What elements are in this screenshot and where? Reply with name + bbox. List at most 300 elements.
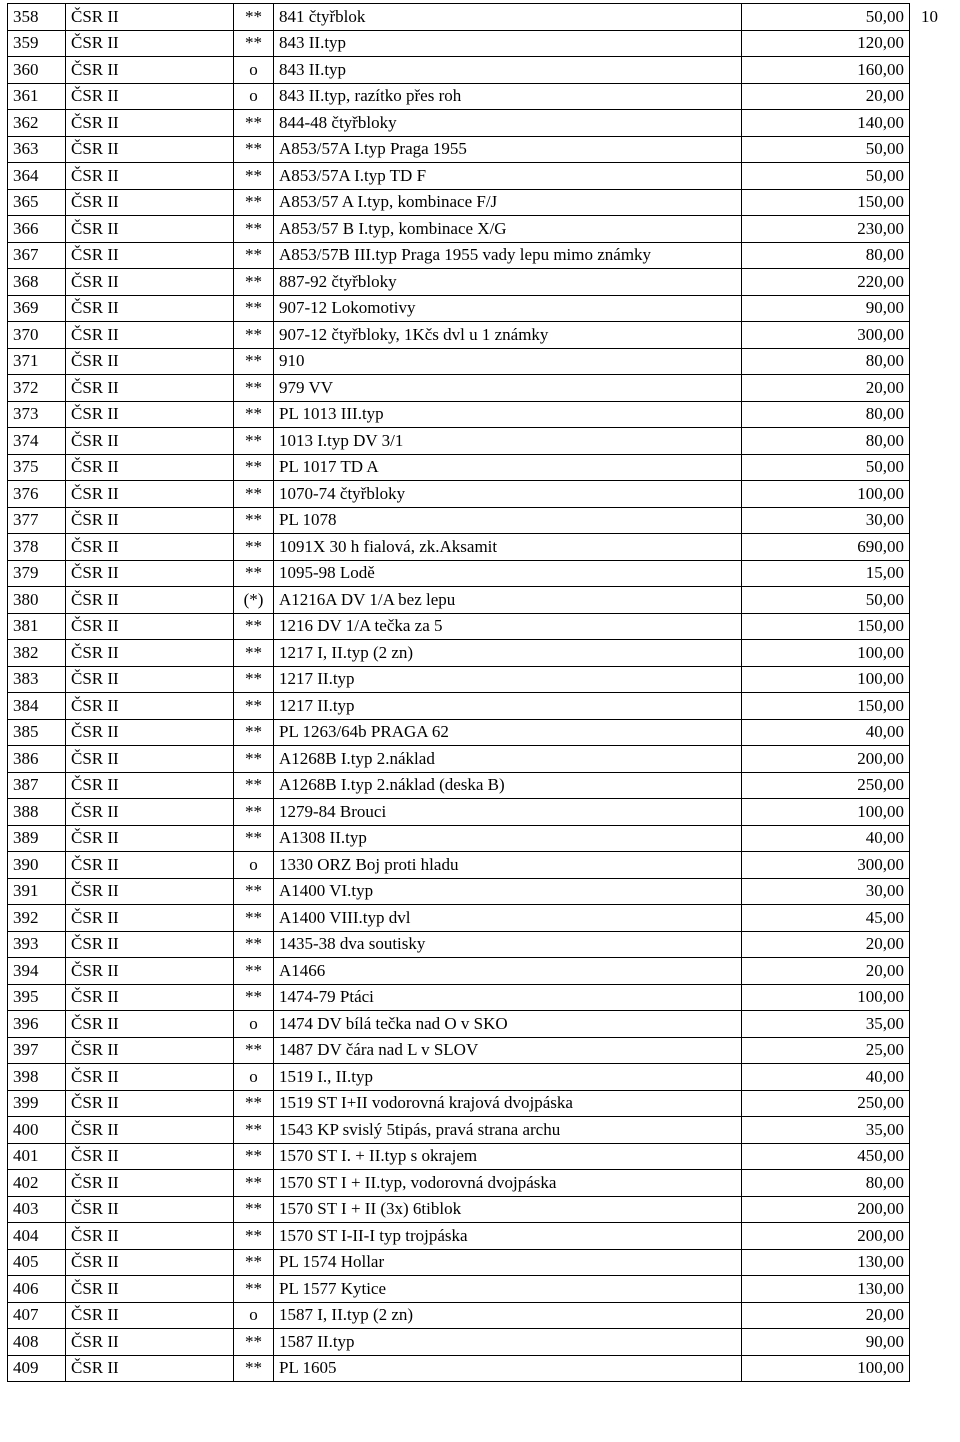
condition-cell: o	[234, 83, 274, 110]
table-row	[8, 1037, 910, 1064]
price-cell: 30,00	[742, 507, 910, 534]
lot-number-cell: 384	[8, 693, 66, 720]
lot-number-cell: 380	[8, 587, 66, 614]
lot-number-cell: 383	[8, 666, 66, 693]
country-cell: ČSR II	[66, 1302, 234, 1329]
description-cell: A1216A DV 1/A bez lepu	[274, 587, 742, 614]
table-row	[8, 401, 910, 428]
price-cell: 200,00	[742, 1196, 910, 1223]
country-cell: ČSR II	[66, 640, 234, 667]
country-cell: ČSR II	[66, 1117, 234, 1144]
description-cell: 907-12 čtyřbloky, 1Kčs dvl u 1 známky	[274, 322, 742, 349]
lot-number-cell: 390	[8, 852, 66, 879]
description-cell: 1519 I., II.typ	[274, 1064, 742, 1091]
country-cell: ČSR II	[66, 242, 234, 269]
price-cell: 150,00	[742, 613, 910, 640]
country-cell: ČSR II	[66, 1011, 234, 1038]
description-cell: 1570 ST I + II.typ, vodorovná dvojpáska	[274, 1170, 742, 1197]
description-cell: PL 1017 TD A	[274, 454, 742, 481]
table-row	[8, 30, 910, 57]
lot-number-cell: 370	[8, 322, 66, 349]
condition-cell: **	[234, 560, 274, 587]
price-cell: 20,00	[742, 375, 910, 402]
description-cell: 1217 I, II.typ (2 zn)	[274, 640, 742, 667]
lot-number-cell: 374	[8, 428, 66, 455]
lot-number-cell: 358	[8, 4, 66, 31]
table-row	[8, 746, 910, 773]
price-cell: 200,00	[742, 746, 910, 773]
country-cell: ČSR II	[66, 799, 234, 826]
lot-number-cell: 366	[8, 216, 66, 243]
table-row	[8, 772, 910, 799]
country-cell: ČSR II	[66, 163, 234, 190]
condition-cell: **	[234, 984, 274, 1011]
lot-number-cell: 397	[8, 1037, 66, 1064]
country-cell: ČSR II	[66, 189, 234, 216]
condition-cell: **	[234, 401, 274, 428]
price-cell: 250,00	[742, 772, 910, 799]
country-cell: ČSR II	[66, 1355, 234, 1382]
price-cell: 150,00	[742, 189, 910, 216]
price-cell: 160,00	[742, 57, 910, 84]
lot-number-cell: 362	[8, 110, 66, 137]
price-cell: 90,00	[742, 1329, 910, 1356]
price-cell: 20,00	[742, 958, 910, 985]
price-cell: 50,00	[742, 587, 910, 614]
price-cell: 200,00	[742, 1223, 910, 1250]
table-row	[8, 1249, 910, 1276]
lot-number-cell: 378	[8, 534, 66, 561]
lot-number-cell: 372	[8, 375, 66, 402]
price-cell: 230,00	[742, 216, 910, 243]
country-cell: ČSR II	[66, 1143, 234, 1170]
price-cell: 220,00	[742, 269, 910, 296]
country-cell: ČSR II	[66, 905, 234, 932]
lot-number-cell: 404	[8, 1223, 66, 1250]
price-cell: 35,00	[742, 1117, 910, 1144]
lot-number-cell: 368	[8, 269, 66, 296]
condition-cell: **	[234, 375, 274, 402]
description-cell: 1587 II.typ	[274, 1329, 742, 1356]
lot-number-cell: 392	[8, 905, 66, 932]
condition-cell: **	[234, 1143, 274, 1170]
condition-cell: o	[234, 1011, 274, 1038]
country-cell: ČSR II	[66, 216, 234, 243]
country-cell: ČSR II	[66, 1196, 234, 1223]
price-cell: 20,00	[742, 931, 910, 958]
table-row	[8, 825, 910, 852]
condition-cell: **	[234, 110, 274, 137]
country-cell: ČSR II	[66, 1276, 234, 1303]
table-row	[8, 322, 910, 349]
table-row	[8, 719, 910, 746]
country-cell: ČSR II	[66, 534, 234, 561]
description-cell: 1474-79 Ptáci	[274, 984, 742, 1011]
description-cell: 843 II.typ	[274, 57, 742, 84]
table-row	[8, 534, 910, 561]
condition-cell: o	[234, 1064, 274, 1091]
lot-number-cell: 388	[8, 799, 66, 826]
table-row	[8, 560, 910, 587]
price-cell: 40,00	[742, 1064, 910, 1091]
price-cell: 300,00	[742, 852, 910, 879]
country-cell: ČSR II	[66, 4, 234, 31]
lot-number-cell: 399	[8, 1090, 66, 1117]
description-cell: 1217 II.typ	[274, 693, 742, 720]
price-cell: 100,00	[742, 666, 910, 693]
table-row	[8, 216, 910, 243]
country-cell: ČSR II	[66, 958, 234, 985]
description-cell: 1570 ST I. + II.typ s okrajem	[274, 1143, 742, 1170]
price-cell: 30,00	[742, 878, 910, 905]
price-cell: 120,00	[742, 30, 910, 57]
table-row	[8, 507, 910, 534]
description-cell: A853/57 A I.typ, kombinace F/J	[274, 189, 742, 216]
condition-cell: **	[234, 640, 274, 667]
price-cell: 80,00	[742, 401, 910, 428]
description-cell: 1543 KP svislý 5tipás, pravá strana archu	[274, 1117, 742, 1144]
price-cell: 100,00	[742, 984, 910, 1011]
condition-cell: o	[234, 852, 274, 879]
country-cell: ČSR II	[66, 507, 234, 534]
country-cell: ČSR II	[66, 1329, 234, 1356]
table-row	[8, 1117, 910, 1144]
price-cell: 15,00	[742, 560, 910, 587]
lot-number-cell: 360	[8, 57, 66, 84]
lot-number-cell: 382	[8, 640, 66, 667]
description-cell: A1308 II.typ	[274, 825, 742, 852]
lot-table-body	[8, 4, 910, 1382]
lot-number-cell: 394	[8, 958, 66, 985]
condition-cell: **	[234, 428, 274, 455]
description-cell: A1268B I.typ 2.náklad (deska B)	[274, 772, 742, 799]
description-cell: PL 1013 III.typ	[274, 401, 742, 428]
country-cell: ČSR II	[66, 375, 234, 402]
price-cell: 80,00	[742, 428, 910, 455]
table-row	[8, 375, 910, 402]
lot-number-cell: 396	[8, 1011, 66, 1038]
table-row	[8, 481, 910, 508]
lot-number-cell: 398	[8, 1064, 66, 1091]
lot-number-cell: 363	[8, 136, 66, 163]
condition-cell: **	[234, 136, 274, 163]
lot-number-cell: 387	[8, 772, 66, 799]
country-cell: ČSR II	[66, 83, 234, 110]
price-cell: 300,00	[742, 322, 910, 349]
country-cell: ČSR II	[66, 1170, 234, 1197]
description-cell: 1330 ORZ Boj proti hladu	[274, 852, 742, 879]
condition-cell: **	[234, 1196, 274, 1223]
lot-number-cell: 385	[8, 719, 66, 746]
country-cell: ČSR II	[66, 984, 234, 1011]
price-cell: 100,00	[742, 1355, 910, 1382]
table-row	[8, 295, 910, 322]
description-cell: 1217 II.typ	[274, 666, 742, 693]
lot-number-cell: 403	[8, 1196, 66, 1223]
condition-cell: **	[234, 878, 274, 905]
table-row	[8, 1064, 910, 1091]
lot-number-cell: 381	[8, 613, 66, 640]
country-cell: ČSR II	[66, 322, 234, 349]
price-cell: 450,00	[742, 1143, 910, 1170]
lot-number-cell: 405	[8, 1249, 66, 1276]
table-row	[8, 269, 910, 296]
table-row	[8, 4, 910, 31]
price-cell: 40,00	[742, 825, 910, 852]
description-cell: PL 1574 Hollar	[274, 1249, 742, 1276]
country-cell: ČSR II	[66, 772, 234, 799]
price-cell: 45,00	[742, 905, 910, 932]
table-row	[8, 1355, 910, 1382]
country-cell: ČSR II	[66, 587, 234, 614]
lot-number-cell: 386	[8, 746, 66, 773]
table-row	[8, 931, 910, 958]
price-cell: 80,00	[742, 1170, 910, 1197]
table-row	[8, 1011, 910, 1038]
condition-cell: **	[234, 799, 274, 826]
description-cell: 1570 ST I-II-I typ trojpáska	[274, 1223, 742, 1250]
table-row	[8, 136, 910, 163]
price-cell: 100,00	[742, 640, 910, 667]
condition-cell: **	[234, 1329, 274, 1356]
country-cell: ČSR II	[66, 613, 234, 640]
price-cell: 150,00	[742, 693, 910, 720]
lot-number-cell: 369	[8, 295, 66, 322]
description-cell: 841 čtyřblok	[274, 4, 742, 31]
description-cell: 1474 DV bílá tečka nad O v SKO	[274, 1011, 742, 1038]
table-row	[8, 1223, 910, 1250]
condition-cell: o	[234, 1302, 274, 1329]
price-cell: 80,00	[742, 348, 910, 375]
auction-lot-table	[7, 3, 910, 1382]
table-row	[8, 852, 910, 879]
lot-number-cell: 373	[8, 401, 66, 428]
condition-cell: **	[234, 958, 274, 985]
condition-cell: **	[234, 322, 274, 349]
price-cell: 50,00	[742, 136, 910, 163]
condition-cell: **	[234, 1355, 274, 1382]
description-cell: 1279-84 Brouci	[274, 799, 742, 826]
country-cell: ČSR II	[66, 693, 234, 720]
condition-cell: **	[234, 454, 274, 481]
description-cell: 843 II.typ, razítko přes roh	[274, 83, 742, 110]
table-row	[8, 189, 910, 216]
condition-cell: **	[234, 242, 274, 269]
lot-number-cell: 367	[8, 242, 66, 269]
country-cell: ČSR II	[66, 295, 234, 322]
condition-cell: **	[234, 1037, 274, 1064]
country-cell: ČSR II	[66, 269, 234, 296]
price-cell: 90,00	[742, 295, 910, 322]
country-cell: ČSR II	[66, 1249, 234, 1276]
table-row	[8, 83, 910, 110]
lot-number-cell: 361	[8, 83, 66, 110]
lot-number-cell: 402	[8, 1170, 66, 1197]
table-row	[8, 242, 910, 269]
description-cell: 887-92 čtyřbloky	[274, 269, 742, 296]
country-cell: ČSR II	[66, 878, 234, 905]
price-cell: 50,00	[742, 163, 910, 190]
table-row	[8, 1302, 910, 1329]
price-cell: 25,00	[742, 1037, 910, 1064]
description-cell: 1587 I, II.typ (2 zn)	[274, 1302, 742, 1329]
lot-number-cell: 365	[8, 189, 66, 216]
page-number: 10	[921, 7, 938, 26]
lot-number-cell: 376	[8, 481, 66, 508]
country-cell: ČSR II	[66, 481, 234, 508]
table-row	[8, 1329, 910, 1356]
condition-cell: **	[234, 1223, 274, 1250]
description-cell: A1400 VI.typ	[274, 878, 742, 905]
country-cell: ČSR II	[66, 110, 234, 137]
condition-cell: **	[234, 825, 274, 852]
country-cell: ČSR II	[66, 348, 234, 375]
lot-number-cell: 379	[8, 560, 66, 587]
table-row	[8, 905, 910, 932]
description-cell: 910	[274, 348, 742, 375]
description-cell: 1091X 30 h fialová, zk.Aksamit	[274, 534, 742, 561]
country-cell: ČSR II	[66, 30, 234, 57]
lot-number-cell: 407	[8, 1302, 66, 1329]
price-cell: 100,00	[742, 481, 910, 508]
condition-cell: **	[234, 4, 274, 31]
lot-number-cell: 406	[8, 1276, 66, 1303]
description-cell: 1570 ST I + II (3x) 6tiblok	[274, 1196, 742, 1223]
lot-number-cell: 393	[8, 931, 66, 958]
description-cell: 907-12 Lokomotivy	[274, 295, 742, 322]
country-cell: ČSR II	[66, 57, 234, 84]
description-cell: PL 1577 Kytice	[274, 1276, 742, 1303]
condition-cell: **	[234, 1276, 274, 1303]
description-cell: PL 1263/64b PRAGA 62	[274, 719, 742, 746]
condition-cell: **	[234, 348, 274, 375]
lot-number-cell: 401	[8, 1143, 66, 1170]
lot-number-cell: 391	[8, 878, 66, 905]
price-cell: 130,00	[742, 1249, 910, 1276]
country-cell: ČSR II	[66, 454, 234, 481]
description-cell: A853/57B III.typ Praga 1955 vady lepu mimo známky	[274, 242, 742, 269]
description-cell: 1487 DV čára nad L v SLOV	[274, 1037, 742, 1064]
description-cell: 1013 I.typ DV 3/1	[274, 428, 742, 455]
table-row	[8, 110, 910, 137]
description-cell: A853/57 B I.typ, kombinace X/G	[274, 216, 742, 243]
price-cell: 100,00	[742, 799, 910, 826]
table-row	[8, 1143, 910, 1170]
description-cell: PL 1605	[274, 1355, 742, 1382]
condition-cell: o	[234, 57, 274, 84]
price-cell: 130,00	[742, 1276, 910, 1303]
table-row	[8, 587, 910, 614]
lot-number-cell: 364	[8, 163, 66, 190]
price-cell: 690,00	[742, 534, 910, 561]
condition-cell: **	[234, 30, 274, 57]
lot-number-cell: 375	[8, 454, 66, 481]
condition-cell: **	[234, 1117, 274, 1144]
table-row	[8, 693, 910, 720]
table-row	[8, 1170, 910, 1197]
description-cell: A853/57A I.typ TD F	[274, 163, 742, 190]
country-cell: ČSR II	[66, 1037, 234, 1064]
country-cell: ČSR II	[66, 428, 234, 455]
condition-cell: (*)	[234, 587, 274, 614]
price-cell: 80,00	[742, 242, 910, 269]
condition-cell: **	[234, 746, 274, 773]
country-cell: ČSR II	[66, 746, 234, 773]
description-cell: A1466	[274, 958, 742, 985]
country-cell: ČSR II	[66, 1223, 234, 1250]
table-row	[8, 428, 910, 455]
condition-cell: **	[234, 163, 274, 190]
price-cell: 140,00	[742, 110, 910, 137]
lot-number-cell: 377	[8, 507, 66, 534]
lot-number-cell: 359	[8, 30, 66, 57]
description-cell: A1268B I.typ 2.náklad	[274, 746, 742, 773]
condition-cell: **	[234, 481, 274, 508]
table-row	[8, 878, 910, 905]
condition-cell: **	[234, 1170, 274, 1197]
lot-number-cell: 395	[8, 984, 66, 1011]
table-row	[8, 666, 910, 693]
country-cell: ČSR II	[66, 1064, 234, 1091]
description-cell: 979 VV	[274, 375, 742, 402]
price-cell: 250,00	[742, 1090, 910, 1117]
description-cell: A853/57A I.typ Praga 1955	[274, 136, 742, 163]
description-cell: 1519 ST I+II vodorovná krajová dvojpáska	[274, 1090, 742, 1117]
table-row	[8, 163, 910, 190]
price-cell: 20,00	[742, 1302, 910, 1329]
description-cell: 1070-74 čtyřbloky	[274, 481, 742, 508]
table-row	[8, 613, 910, 640]
lot-number-cell: 389	[8, 825, 66, 852]
condition-cell: **	[234, 719, 274, 746]
country-cell: ČSR II	[66, 136, 234, 163]
table-row	[8, 1276, 910, 1303]
condition-cell: **	[234, 772, 274, 799]
price-cell: 35,00	[742, 1011, 910, 1038]
table-row	[8, 984, 910, 1011]
condition-cell: **	[234, 189, 274, 216]
condition-cell: **	[234, 613, 274, 640]
condition-cell: **	[234, 1090, 274, 1117]
condition-cell: **	[234, 534, 274, 561]
description-cell: 1435-38 dva soutisky	[274, 931, 742, 958]
table-row	[8, 348, 910, 375]
condition-cell: **	[234, 1249, 274, 1276]
country-cell: ČSR II	[66, 825, 234, 852]
table-row	[8, 1090, 910, 1117]
country-cell: ČSR II	[66, 1090, 234, 1117]
lot-number-cell: 371	[8, 348, 66, 375]
lot-number-cell: 400	[8, 1117, 66, 1144]
table-row	[8, 958, 910, 985]
country-cell: ČSR II	[66, 401, 234, 428]
condition-cell: **	[234, 269, 274, 296]
country-cell: ČSR II	[66, 560, 234, 587]
condition-cell: **	[234, 295, 274, 322]
price-cell: 50,00	[742, 4, 910, 31]
lot-number-cell: 409	[8, 1355, 66, 1382]
condition-cell: **	[234, 905, 274, 932]
price-cell: 20,00	[742, 83, 910, 110]
description-cell: A1400 VIII.typ dvl	[274, 905, 742, 932]
condition-cell: **	[234, 666, 274, 693]
description-cell: PL 1078	[274, 507, 742, 534]
country-cell: ČSR II	[66, 852, 234, 879]
price-cell: 40,00	[742, 719, 910, 746]
table-row	[8, 640, 910, 667]
description-cell: 1095-98 Lodě	[274, 560, 742, 587]
condition-cell: **	[234, 216, 274, 243]
